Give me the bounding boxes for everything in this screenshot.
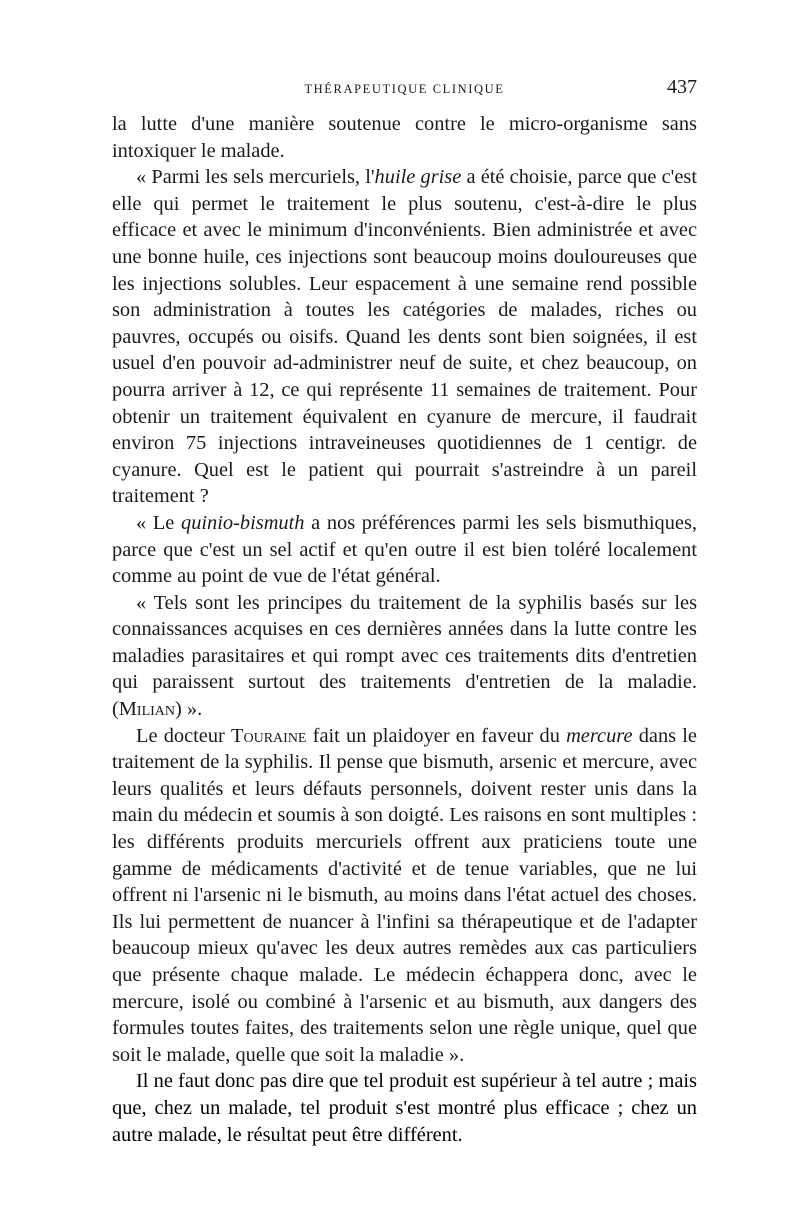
paragraph-5-text-b: fait un plaidoyer en faveur du (306, 724, 567, 747)
page-number: 437 (667, 76, 697, 98)
paragraph-2 (112, 164, 697, 510)
paragraph-3-text-b: a nos préférences parmi les sels bismuthiques, parce que c'est un sel actif et qu'en outre il est bien toléré localement comme au point de vue de l'état général. (112, 511, 697, 588)
paragraph-4 (112, 590, 697, 723)
running-title: THÉRAPEUTIQUE CLINIQUE (304, 82, 505, 96)
paragraph-5-text-c: dans le traitement de la syphilis. Il pense que bismuth, arsenic et mercure, avec leurs qualités et leurs défauts personnels, doivent rester unis dans la main du médecin et soumis à son doigté. Les raisons en sont multiples : les différents produits mercuriels offrent aux praticiens toute une gamme de médicaments d'activité et de tenue variables, que ne lui offrent ni l'arsenic ni le bismuth, au moins dans l'état actuel des choses. Ils lui permettent de nuancer à l'infini sa thérapeutique et de l'adapter beaucoup mieux qu'avec les deux autres remèdes aux cas particuliers que présente chaque malade. Le médecin échappera donc, avec le mercure, isolé ou combiné à l'arsenic et au bismuth, aux dangers des formules toutes faites, des traitements selon une règle unique, quel que soit le malade, quelle que soit la maladie ». (112, 724, 697, 1066)
paragraph-5-author: Touraine (231, 724, 307, 747)
paragraph-4-author: Milian (118, 698, 176, 721)
paragraph-3-text-a: « Le (136, 511, 181, 534)
paragraph-5 (112, 723, 697, 1069)
paragraph-2-text-b: a été choisie, parce que c'est elle qui permet le traitement le plus soutenu, c'est-à-dire le plus efficace et avec le minimum d'inconvénients. Bien administrée et avec une bonne huile, ces injections sont beaucoup moins douloureuses que les injections solubles. Leur espacement à une semaine rend possible son administration à toutes les catégories de malades, riches ou pauvres, occupés ou oisifs. Quand les dents sont bien soignées, il est usuel d'en pouvoir ad-administrer neuf de suite, et chez beaucoup, on pourra arriver à 12, ce qui représente 11 semaines de traitement. Pour obtenir un traitement équivalent en cyanure de mercure, il faudrait environ 75 injections intraveineuses quotidiennes de 1 centigr. de cyanure. Quel est le patient qui pourrait s'astreindre à un pareil traitement ? (112, 166, 697, 508)
paragraph-1-text: la lutte d'une manière soutenue contre le micro-organisme sans intoxiquer le malade. (112, 113, 697, 162)
paragraph-4-text-b: ) ». (175, 698, 203, 721)
body-text (112, 111, 697, 1148)
paragraph-5-text-a: Le docteur (136, 724, 232, 747)
paragraph-6-text: Il ne faut donc pas dire que tel produit est supérieur à tel autre ; mais que, chez un malade, tel produit s'est montré plus efficace ; chez un autre malade, le résultat peut être différent. (112, 1070, 697, 1146)
page-header (112, 76, 697, 104)
paragraph-1 (112, 111, 697, 164)
paragraph-2-text-a: « Parmi les sels mercuriels, l' (136, 166, 375, 189)
paragraph-6 (112, 1068, 697, 1148)
paragraph-4-text-a: « Tels sont les principes du traitement de la syphilis basés sur les connaissances acquises en ces dernières années dans la lutte contre les maladies parasitaires et qui rompt avec ces traitements dits d'entretien qui paraissent surtout des traitements d'entretien de la maladie. ( (112, 591, 697, 721)
paragraph-3-emphasis: quinio-bismuth (181, 511, 305, 534)
paragraph-2-emphasis: huile grise (374, 166, 462, 189)
paragraph-3 (112, 510, 697, 590)
paragraph-5-emphasis: mercure (566, 724, 633, 747)
